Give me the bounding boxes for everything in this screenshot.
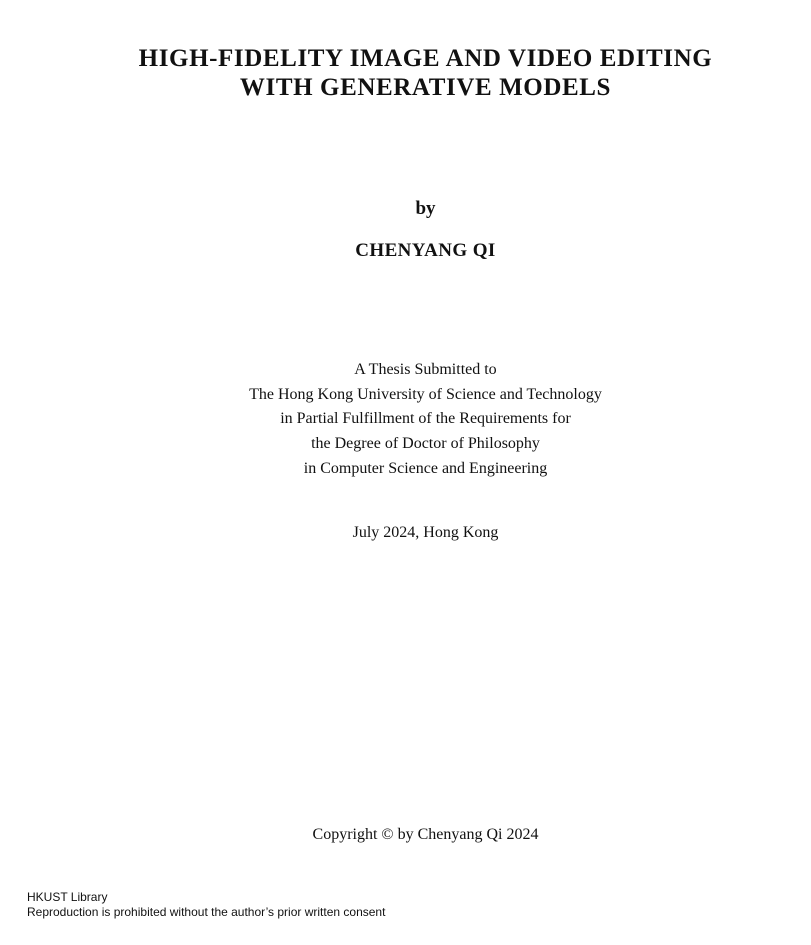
library-notice — [27, 890, 385, 920]
date-place: July 2024, Hong Kong — [352, 524, 499, 541]
by-label: by — [415, 198, 436, 219]
submission-line-5: in Computer Science and Engineering — [303, 459, 548, 477]
thesis-title-line-2: WITH GENERATIVE MODELS — [239, 74, 612, 101]
author-name: CHENYANG QI — [355, 240, 496, 261]
thesis-title — [0, 44, 811, 102]
library-name: HKUST Library — [27, 890, 108, 904]
thesis-title-line-1: HIGH-FIDELITY IMAGE AND VIDEO EDITING — [138, 45, 713, 72]
submission-line-4: the Degree of Doctor of Philosophy — [311, 435, 540, 453]
submission-line-1: A Thesis Submitted to — [354, 361, 497, 378]
submission-statement — [0, 358, 811, 482]
reproduction-notice: Reproduction is prohibited without the author’s prior written consent — [27, 905, 386, 919]
copyright-notice: Copyright © by Chenyang Qi 2024 — [312, 826, 539, 843]
submission-line-3: in Partial Fulfillment of the Requirements for — [280, 410, 571, 428]
submission-line-2: The Hong Kong University of Science and Technology — [249, 385, 602, 403]
